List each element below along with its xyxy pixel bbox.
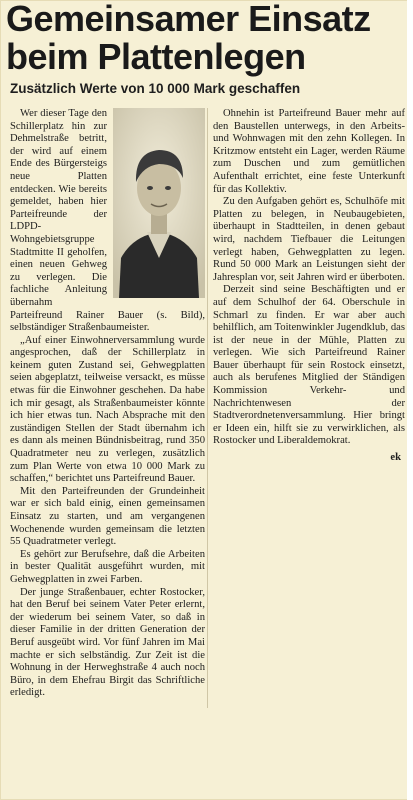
portrait-photo — [113, 108, 205, 298]
paragraph: Der junge Straßenbauer, echter Rostocker, hat den Beruf bei seinem Vater Peter erlernt, der wiederum bei seinem Vater, so daß in dieser Familie in der dritten Generation der Beruf ausgeübt wird. Vor fünf Jahren im Mai machte er sich selbständig. Zur Zeit ist die Wohnung in der Herweghstraße 4 auch noch Büro, in dem Ehefrau Birgit das Schriftliche erledigt. — [10, 586, 205, 699]
paragraph: Zu den Aufgaben gehört es, Schulhöfe mit Platten zu belegen, in Neubaugebieten, überhaupt in Stadtteilen, in denen gebaut wird, nachdem Tiefbauer die Leitungen verlegt haben, Gehwegplatten zu legen. Rund 50 000 Mark an Leistungen sieht der Jahresplan vor, seit Jahren wird er überboten. — [213, 196, 405, 283]
headline-line-1: Gemeinsamer Einsatz — [6, 0, 371, 39]
paragraph: Wer dieser Tage den Schillerplatz hin zur Dehmelstraße betritt, der wird auf einem Ende des Bürgersteigs neue Platten entdecken. Wie bereits gemeldet, haben hier Parteifreunde der LDPD-Wohngebietsgruppe Stadtmitte II geholfen, einen neuen Gehweg zu verlegen. Die fachliche Anleitung übernahm Parteifreund Rainer Bauer (s. Bild), selbständiger Straßenbaumeister. — [10, 108, 205, 334]
paragraph: „Auf einer Einwohnerversammlung wurde angesprochen, daß der Schillerplatz in keinem guten Zustand sei, Gehwegplatten seien abgeplatzt, teilweise versackt, es müsse etwas für die Einwohner geschehen. Da habe ich mir gesagt, als Straßenbaumeister könnte ich hier etwas tun. Nach Absprache mit den zuständigen Stellen der Stadt übernahm ich es dann als meinen Bündnisbeitrag, rund 350 Quadratmeter neu zu verlegen, zusätzlich zum Plan Werte von etwa 10 000 Mark zu schaffen,“ berichtet uns Parteifreund Bauer. — [10, 334, 205, 485]
headline-line-2: beim Plattenlegen — [6, 36, 306, 77]
left-column — [10, 108, 205, 700]
column-divider — [207, 108, 208, 708]
paragraph: Derzeit sind seine Beschäftigten und er auf dem Schulhof der 64. Oberschule in Schmarl zu finden. Er war aber auch behilflich, am Toitenwinkler Jugendklub, das ist der neue in der Mühle, Platten zu verlegen. Wie sich Parteifreund Rainer Bauer überhaupt für sein Rostock einsetzt, auch als berufenes Mitglied der Ständigen Kommission Verkehr- und Nachrichtenwesen der Stadtverordnetenversammlung. Hier bringt er Ideen ein, hilft sie zu verwirklichen, als Rostocker und Liberaldemokrat. — [213, 284, 405, 447]
headline — [6, 0, 406, 76]
right-column — [213, 108, 405, 465]
paragraph: Mit den Parteifreunden der Grundeinheit war er sich bald einig, einen gemeinsamen Einsatz zu starten, und am vergangenen Wochenende wurden gemeinsam die letzten 55 Quadratmeter verlegt. — [10, 485, 205, 548]
author-signature: ek — [390, 452, 401, 464]
paragraph: Ohnehin ist Parteifreund Bauer mehr auf den Baustellen unterwegs, in den Arbeits- und Wohnwagen mit den zehn Kollegen. In Kritzmow entsteht ein Lager, werden Räume zum Duschen und zum gemütlichen Aufenthalt errichtet, eine feste Unterkunft für das Kollektiv. — [213, 108, 405, 195]
subheadline: Zusätzlich Werte von 10 000 Mark geschaffen — [10, 81, 301, 96]
paragraph: Es gehört zur Berufsehre, daß die Arbeiten in bester Qualität ausgeführt wurden, mit Gehwegplatten in zwei Farben. — [10, 548, 205, 585]
portrait-photo-icon — [113, 108, 205, 298]
